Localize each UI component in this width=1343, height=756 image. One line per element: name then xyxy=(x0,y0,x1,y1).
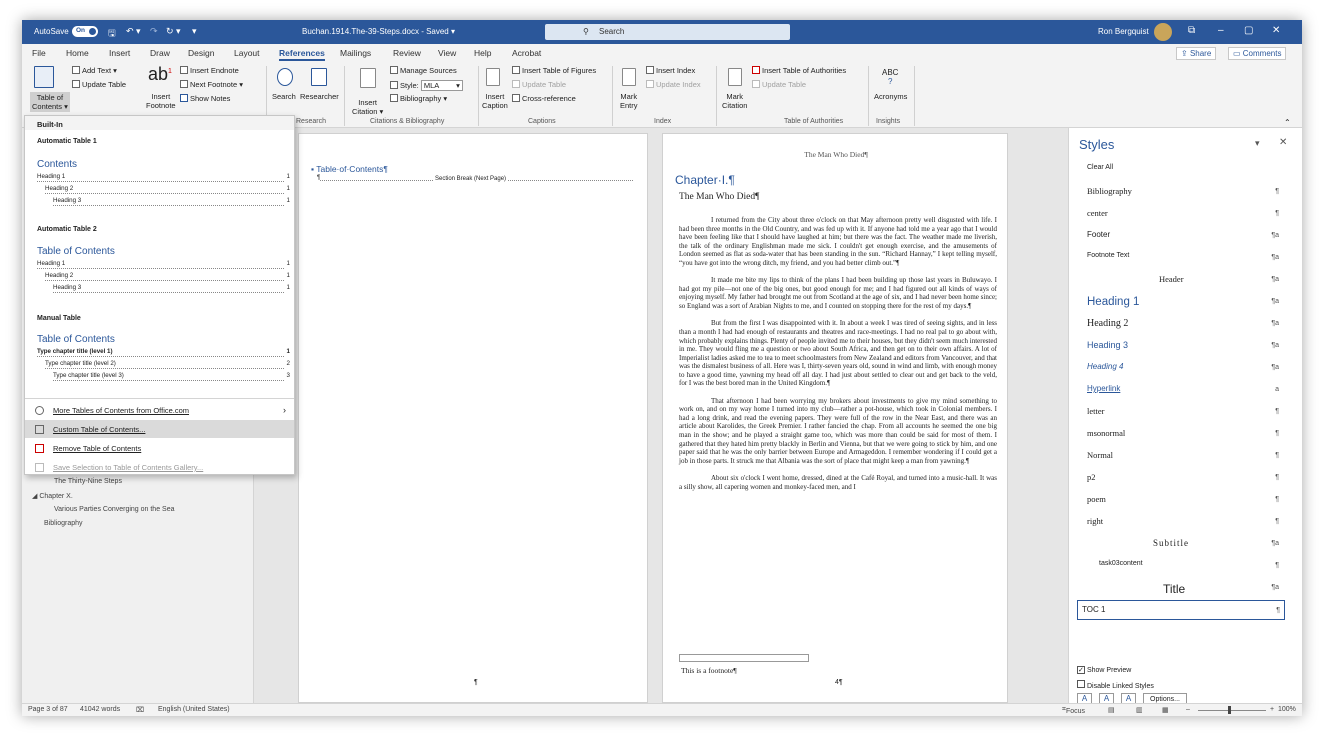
focus-label: Focus xyxy=(1065,708,1086,715)
mark-entry-button[interactable]: Mark Entry xyxy=(620,92,638,110)
tab-insert[interactable]: Insert xyxy=(109,48,131,58)
style-name: Heading 1 xyxy=(1087,296,1140,308)
insert-citation-icon xyxy=(360,68,376,88)
globe-icon xyxy=(35,406,44,415)
remove-toc-item[interactable] xyxy=(25,439,294,457)
style-item[interactable] xyxy=(1077,600,1285,620)
style-item[interactable] xyxy=(1083,204,1283,224)
toc-page-number: 1 xyxy=(286,348,290,355)
tab-acrobat[interactable]: Acrobat xyxy=(512,48,542,58)
researcher-button[interactable]: Researcher xyxy=(300,92,339,101)
toc-preview-title: Table of Contents xyxy=(37,246,115,257)
remove-icon xyxy=(35,444,44,453)
maximize-button[interactable]: ▢ xyxy=(1244,25,1254,36)
style-item[interactable] xyxy=(1083,314,1283,334)
web-layout-icon[interactable]: ▦ xyxy=(1162,707,1169,714)
style-item[interactable] xyxy=(1083,226,1283,246)
toc-line-text: Heading 2 xyxy=(45,272,74,279)
document-canvas[interactable] xyxy=(255,128,1062,703)
style-type-icon: ¶a xyxy=(1271,584,1279,591)
next-footnote-button[interactable] xyxy=(180,80,243,89)
update-figures-table-button[interactable] xyxy=(512,80,566,89)
tab-home[interactable]: Home xyxy=(66,48,89,58)
page-header: The Man Who Died¶ xyxy=(804,150,868,159)
toc-line-text: Heading 1 xyxy=(37,173,66,180)
style-type-icon: ¶ xyxy=(1275,518,1279,525)
style-name: task03content xyxy=(1099,560,1143,567)
endnote-icon xyxy=(180,66,188,74)
avatar[interactable] xyxy=(1154,23,1172,41)
show-preview-label: Show Preview xyxy=(1086,667,1132,674)
update-table-button[interactable] xyxy=(72,80,126,89)
zoom-in-icon[interactable]: + xyxy=(1270,706,1275,713)
divider xyxy=(716,66,717,126)
checkbox-checked-icon: ✓ xyxy=(1078,667,1084,674)
save-icon[interactable]: 🖫 xyxy=(108,28,116,38)
section-break: Section Break (Next Page) xyxy=(435,176,507,182)
toc-line-text: Heading 2 xyxy=(45,185,74,192)
footnote-separator xyxy=(679,654,809,662)
zoom-level[interactable]: 100% xyxy=(1278,706,1296,713)
repeat-icon[interactable]: ↻ ▾ xyxy=(166,26,181,36)
style-item[interactable] xyxy=(1083,468,1283,488)
toc-line xyxy=(37,173,290,182)
more-tocs-label: More Tables of Contents from Office.com xyxy=(53,406,190,415)
options-button[interactable]: Options... xyxy=(1143,693,1187,706)
style-type-icon: ¶a xyxy=(1271,320,1279,327)
paragraph: That afternoon I had been worrying my brokers about investments to give my mind something to work on, and on my way home I turned into my club—rather a pot-house, which took in Colonial members. I had a long drink, and read the evening papers. They were full of the row in the Near East, and there was an article about Karolides, the Greek Premier. I rather fancied the chap. From all accounts he seemed the one big man in the show; and he played a straight game too, which was more than could be said for most of them. I gathered that they hated him pretty blackly in Berlin and Vienna, but that we were going to stick by him, and one paper said that he was the only barrier between Europe and Armageddon. I remember wondering if I could get a job in those parts. It struck me that Albania was the sort of place that might keep a man from yawning.¶ xyxy=(679,396,997,465)
style-type-icon: ¶ xyxy=(1275,562,1279,569)
zoom-slider-thumb[interactable] xyxy=(1228,706,1231,714)
page-left[interactable] xyxy=(298,133,648,703)
styles-list xyxy=(1069,160,1302,644)
nav-item[interactable]: Bibliography xyxy=(44,520,83,527)
bibliography-label: Bibliography ▾ xyxy=(400,94,448,103)
show-preview-checkbox[interactable] xyxy=(1077,666,1131,674)
builtin-header: Built-In xyxy=(37,120,63,129)
style-type-icon: ¶ xyxy=(1275,430,1279,437)
divider xyxy=(914,66,915,126)
group-insights: Insights xyxy=(876,118,901,125)
style-name: letter xyxy=(1087,406,1105,416)
style-item[interactable] xyxy=(1083,358,1283,378)
undo-icon[interactable]: ↶ ▾ xyxy=(126,26,141,36)
abc-label: ABC xyxy=(882,68,899,77)
status-bar xyxy=(22,703,1302,716)
paragraph: About six o'clock I went home, dressed, dined at the Café Royal, and turned into a music-hall. It was a silly show, all capering women and monkey-faced men, and I xyxy=(679,474,997,491)
paragraph: It made me bite my lips to think of the plans I had been building up those last years in Buluwayo. I had got my pile—not one of the big ones, but good enough for me; and I had figured out all kinds of ways of enjoying myself. My father had brought me out from Scotland at the age of six, and I had never been home since; so England was a sort of Arabian Nights to me, and I counted on stopping there for the rest of my days.¶ xyxy=(679,276,997,310)
redo-icon[interactable]: ↷ xyxy=(150,26,158,36)
search-button[interactable]: Search xyxy=(272,92,296,101)
divider xyxy=(478,66,479,126)
save-selection-label: Save Selection to Table of Contents Gallery... xyxy=(53,463,204,472)
page-number: 4¶ xyxy=(835,679,843,686)
style-value: MLA xyxy=(423,81,440,90)
toc-line xyxy=(37,348,290,357)
automatic-table-2-label: Automatic Table 2 xyxy=(37,226,97,233)
share-button[interactable]: ⇪ Share xyxy=(1176,47,1216,60)
insert-caption-icon xyxy=(486,68,500,86)
tab-view[interactable]: View xyxy=(438,48,457,58)
autosave-toggle[interactable]: On xyxy=(72,26,98,37)
nav-item[interactable]: The Thirty-Nine Steps xyxy=(54,478,122,485)
footer-mark: ¶ xyxy=(474,679,478,686)
group-index: Index xyxy=(654,118,672,125)
toc-field[interactable]: ▪ Table·of·Contents¶ xyxy=(311,164,388,174)
insert-endnote-label: Insert Endnote xyxy=(190,66,239,75)
proofing-icon[interactable]: ⌧ xyxy=(136,707,145,714)
toa-icon xyxy=(752,66,760,74)
style-name: poem xyxy=(1087,494,1106,504)
collapse-ribbon-icon[interactable]: ⌃ xyxy=(1284,118,1291,127)
style-type-icon: ¶ xyxy=(1275,210,1279,217)
manage-sources-label: Manage Sources xyxy=(400,66,457,75)
style-name: Bibliography xyxy=(1087,186,1132,196)
update-index-icon xyxy=(646,80,654,88)
toc-line xyxy=(53,284,290,293)
styles-title: Styles xyxy=(1079,137,1115,152)
search-placeholder: Search xyxy=(599,27,625,36)
share-label: Share xyxy=(1189,49,1212,58)
insert-endnote-button[interactable] xyxy=(180,66,239,75)
styles-pane xyxy=(1068,128,1302,703)
insert-index-icon xyxy=(646,66,654,74)
word-window xyxy=(22,20,1302,716)
style-name: msonormal xyxy=(1087,428,1126,438)
search-box[interactable] xyxy=(545,24,790,40)
next-footnote-label: Next Footnote ▾ xyxy=(190,80,243,89)
style-label: Style: xyxy=(400,81,419,90)
style-type-icon: ¶a xyxy=(1271,232,1279,239)
style-name: Hyperlink xyxy=(1087,384,1121,393)
nav-item[interactable] xyxy=(32,492,73,500)
language[interactable]: English (United States) xyxy=(158,706,230,713)
insert-table-of-figures-button[interactable] xyxy=(512,66,596,75)
search-ribbon-icon xyxy=(277,68,293,86)
cross-reference-icon xyxy=(512,94,520,102)
manage-sources-button[interactable] xyxy=(390,66,457,75)
comments-label: Comments xyxy=(1242,49,1282,58)
tab-review[interactable]: Review xyxy=(393,48,421,58)
style-icon xyxy=(390,81,398,89)
style-type-icon: ¶ xyxy=(1275,496,1279,503)
manual-table[interactable] xyxy=(25,331,294,391)
mark-citation-button[interactable]: Mark Citation xyxy=(722,92,748,110)
style-selector[interactable] xyxy=(390,80,463,91)
focus-button[interactable]: ⌗ Focus xyxy=(1062,706,1086,715)
update-toa-icon xyxy=(752,80,760,88)
customize-qat-icon[interactable]: ▾ xyxy=(192,26,197,36)
toc-line-text: Heading 1 xyxy=(37,260,66,267)
tab-layout[interactable]: Layout xyxy=(234,48,260,58)
print-layout-icon[interactable]: ▥ xyxy=(1136,707,1143,714)
word-count[interactable]: 41042 words xyxy=(80,706,121,713)
insert-toa-label: Insert Table of Authorities xyxy=(762,66,847,75)
bibliography-icon xyxy=(390,94,398,102)
manage-styles-icon[interactable]: A xyxy=(1121,693,1136,706)
style-name: center xyxy=(1087,208,1108,218)
style-name: p2 xyxy=(1087,472,1096,482)
add-text-icon xyxy=(72,66,80,74)
insert-caption-button[interactable]: Insert Caption xyxy=(482,92,508,110)
style-item[interactable] xyxy=(1083,534,1283,554)
group-authorities: Table of Authorities xyxy=(784,118,844,125)
mark-citation-icon xyxy=(728,68,742,86)
divider xyxy=(344,66,345,126)
divider xyxy=(868,66,869,126)
style-type-icon: ¶ xyxy=(1276,607,1280,614)
tab-help[interactable]: Help xyxy=(474,48,492,58)
body-text xyxy=(679,216,997,495)
style-item[interactable] xyxy=(1083,490,1283,510)
style-item[interactable] xyxy=(1083,402,1283,422)
update-toa-button[interactable] xyxy=(752,80,806,89)
custom-toc-item[interactable] xyxy=(25,420,294,438)
paragraph: I returned from the City about three o'clock on that May afternoon pretty well disgusted with life. I had been three months in the Old Country, and was fed up with it. If anyone had told me a year ago that I would have been feeling like that I should have laughed at him; but there was the fact. The weather made me liverish, the talk of the ordinary Englishman made me sick. I couldn't get enough exercise, and the amusements of London seemed as flat as soda-water that has been standing in the sun. “Richard Hannay,” I kept telling myself, “you have got into the wrong ditch, my friend, and you had better climb out.”¶ xyxy=(679,216,997,267)
divider xyxy=(612,66,613,126)
ribbon-tabs xyxy=(22,44,1302,62)
style-type-icon: ¶a xyxy=(1271,254,1279,261)
toc-preview-title: Table of Contents xyxy=(37,334,115,345)
toc-page-number: 1 xyxy=(286,173,290,180)
style-type-icon: a xyxy=(1275,386,1279,393)
toc-line-text: Heading 3 xyxy=(53,284,82,291)
style-type-icon: ¶ xyxy=(1275,188,1279,195)
tab-mailings[interactable]: Mailings xyxy=(340,48,372,58)
zoom-slider[interactable] xyxy=(1198,710,1266,711)
style-item[interactable] xyxy=(1083,556,1283,576)
style-type-icon: ¶a xyxy=(1271,298,1279,305)
toc-page-number: 3 xyxy=(286,372,290,379)
pilcrow: ¶ xyxy=(317,175,321,181)
style-item[interactable] xyxy=(1083,160,1283,176)
update-figures-label: Update Table xyxy=(522,80,567,89)
remove-toc-label: Remove Table of Contents xyxy=(53,444,142,453)
group-research: Research xyxy=(296,118,326,125)
update-toa-label: Update Table xyxy=(762,80,807,89)
nav-item[interactable]: Various Parties Converging on the Sea xyxy=(54,506,175,513)
acronyms-button[interactable]: Acronyms xyxy=(874,92,908,101)
style-item[interactable] xyxy=(1083,248,1283,268)
style-name: Heading 4 xyxy=(1087,362,1124,371)
style-item[interactable] xyxy=(1083,578,1283,598)
search-icon: ⚲ xyxy=(583,27,589,36)
style-name: Heading 3 xyxy=(1087,340,1129,350)
tab-design[interactable]: Design xyxy=(188,48,215,58)
style-item[interactable] xyxy=(1083,512,1283,532)
style-type-icon: ¶a xyxy=(1271,540,1279,547)
ribbon-display-icon[interactable]: ⧉ xyxy=(1188,25,1196,36)
update-index-button[interactable] xyxy=(646,80,701,89)
show-notes-icon xyxy=(180,94,188,102)
checkbox-empty-icon xyxy=(1077,680,1085,688)
style-item[interactable] xyxy=(1083,270,1283,290)
toc-page-number: 2 xyxy=(286,360,290,367)
insert-index-label: Insert Index xyxy=(656,66,696,75)
tab-references[interactable]: References xyxy=(279,48,325,61)
toc-page-number: 1 xyxy=(286,197,290,204)
style-item[interactable] xyxy=(1083,292,1283,312)
insert-citation-button[interactable]: Insert Citation ▾ xyxy=(352,98,384,116)
toc-line xyxy=(45,272,290,281)
custom-toc-label: Custom Table of Contents... xyxy=(53,425,146,434)
update-index-label: Update Index xyxy=(656,80,701,89)
toc-page-number: 1 xyxy=(286,185,290,192)
toc-page-number: 1 xyxy=(286,284,290,291)
tab-file[interactable]: File xyxy=(32,48,46,58)
toc-line xyxy=(53,372,290,381)
toc-line xyxy=(45,360,290,369)
minimize-button[interactable]: – xyxy=(1218,25,1224,36)
style-name: Header xyxy=(1159,274,1184,284)
paragraph: But from the first I was disappointed with it. In about a week I was tired of seeing sights, and in less than a month I had had enough of restaurants and theatres and race-meetings. I had no real pal to go about with, which probably explains things. Plenty of people invited me to their houses, but they didn't seem much interested in me. They would fling me a question or two about South Africa, and then get on to their own affairs. A lot of Imperialist ladies asked me to tea to meet schoolmasters from New Zealand and editors from Vancouver, and that was the dismalest business of all. Here was I, thirty-seven years old, sound in wind and limb, with enough money to have a good time, yawning my head off all day. I had just about settled to clear out and get back to the veld, for I was the best bored man in the United Kingdom.¶ xyxy=(679,319,997,388)
new-style-icon[interactable]: A xyxy=(1077,693,1092,706)
manage-sources-icon xyxy=(390,66,398,74)
style-type-icon: ¶ xyxy=(1275,452,1279,459)
toc-preview-title: Contents xyxy=(37,159,78,170)
question-icon: ? xyxy=(888,77,893,86)
style-name: Normal xyxy=(1087,450,1113,460)
style-inspector-icon[interactable]: A xyxy=(1099,693,1114,706)
menu-divider xyxy=(25,398,294,399)
collapse-icon[interactable]: ◢ xyxy=(32,493,40,500)
style-type-icon: ¶ xyxy=(1275,474,1279,481)
style-name: right xyxy=(1087,516,1104,526)
style-name: Footer xyxy=(1087,230,1111,239)
document-title[interactable]: Buchan.1914.The-39-Steps.docx - Saved ▾ xyxy=(302,27,455,36)
next-footnote-icon xyxy=(180,80,188,88)
insert-footnote-button[interactable]: Insert Footnote xyxy=(146,92,176,110)
chapter-heading: Chapter·I.¶ xyxy=(675,173,735,187)
style-item[interactable] xyxy=(1083,336,1283,356)
style-name: Clear All xyxy=(1087,164,1114,171)
insert-toa-button[interactable] xyxy=(752,66,846,75)
close-pane-icon[interactable]: ✕ xyxy=(1279,137,1288,148)
toc-icon xyxy=(34,66,54,88)
group-captions: Captions xyxy=(528,118,556,125)
nav-item-label: Chapter X. xyxy=(39,493,73,500)
table-of-figures-icon xyxy=(512,66,520,74)
style-type-icon: ¶a xyxy=(1271,276,1279,283)
style-name: Subtitle xyxy=(1153,538,1190,548)
toc-line xyxy=(53,197,290,206)
bibliography-button[interactable] xyxy=(390,94,447,103)
menu-section-header xyxy=(25,116,294,130)
chevron-right-icon: › xyxy=(283,405,286,415)
toc-line xyxy=(37,260,290,269)
comments-button[interactable]: ▭ Comments xyxy=(1228,47,1286,60)
automatic-table-2[interactable] xyxy=(25,243,294,303)
update-table-icon xyxy=(72,80,80,88)
style-dropdown[interactable] xyxy=(421,80,463,91)
toc-line-text: Type chapter title (level 2) xyxy=(45,360,116,367)
chevron-down-icon: ▾ xyxy=(456,81,460,90)
close-button[interactable]: ✕ xyxy=(1272,25,1281,36)
automatic-table-1-label: Automatic Table 1 xyxy=(37,138,97,145)
more-tocs-item[interactable] xyxy=(25,401,294,419)
insert-index-button[interactable] xyxy=(646,66,695,75)
style-item[interactable] xyxy=(1083,446,1283,466)
pane-options-icon[interactable]: ▾ xyxy=(1255,138,1260,148)
read-mode-icon[interactable]: ▤ xyxy=(1108,707,1115,714)
document-icon xyxy=(35,425,44,434)
toc-line-text: Type chapter title (level 1) xyxy=(37,348,113,355)
style-item[interactable] xyxy=(1083,182,1283,202)
cross-reference-button[interactable] xyxy=(512,94,576,103)
style-name: Title xyxy=(1163,582,1186,596)
style-type-icon: ¶ xyxy=(1275,408,1279,415)
mark-entry-icon xyxy=(622,68,636,86)
show-notes-label: Show Notes xyxy=(190,94,231,103)
style-name: Heading 2 xyxy=(1087,318,1129,329)
tab-draw[interactable]: Draw xyxy=(150,48,170,58)
disable-linked-label: Disable Linked Styles xyxy=(1086,683,1154,690)
insert-table-of-figures-label: Insert Table of Figures xyxy=(522,66,597,75)
chapter-subtitle-text: The Man Who Died xyxy=(679,192,756,202)
title-bar xyxy=(22,20,1302,44)
style-type-icon: ¶a xyxy=(1271,342,1279,349)
toc-line-text: Heading 3 xyxy=(53,197,82,204)
update-figures-icon xyxy=(512,80,520,88)
style-name: TOC 1 xyxy=(1082,605,1106,614)
manual-table-label: Manual Table xyxy=(37,315,81,322)
style-item[interactable] xyxy=(1083,380,1283,400)
disable-linked-checkbox[interactable] xyxy=(1077,680,1154,690)
page-count[interactable]: Page 3 of 87 xyxy=(28,706,68,713)
save-selection-item[interactable] xyxy=(25,458,294,476)
toc-dropdown-menu xyxy=(24,115,295,475)
show-notes-button[interactable] xyxy=(180,94,230,103)
autosave-label: AutoSave xyxy=(34,27,69,36)
footnote-text: This is a footnote¶ xyxy=(681,666,737,675)
acronyms-icon xyxy=(882,68,898,86)
cross-reference-label: Cross-reference xyxy=(522,94,576,103)
toc-line-text: Type chapter title (level 3) xyxy=(53,372,124,379)
style-item[interactable] xyxy=(1083,424,1283,444)
toc-line xyxy=(45,185,290,194)
table-of-contents-button[interactable]: Table of Contents ▾ xyxy=(32,93,68,111)
gallery-icon xyxy=(35,463,44,472)
style-type-icon: ¶a xyxy=(1271,364,1279,371)
update-table-label: Update Table xyxy=(82,80,127,89)
researcher-icon xyxy=(311,68,327,86)
toc-field-label: Table·of·Contents¶ xyxy=(316,164,388,174)
toc-page-number: 1 xyxy=(286,272,290,279)
toc-page-number: 1 xyxy=(286,260,290,267)
automatic-table-1[interactable] xyxy=(25,156,294,216)
zoom-out-icon[interactable]: – xyxy=(1186,706,1190,713)
add-text-label: Add Text ▾ xyxy=(82,66,117,75)
style-name: Footnote Text xyxy=(1087,252,1130,259)
footnote-icon: $ab^1$ xyxy=(148,64,172,84)
page-right[interactable] xyxy=(662,133,1008,703)
group-citations: Citations & Bibliography xyxy=(370,118,445,125)
chapter-subtitle: The Man Who Died¶ xyxy=(679,192,760,202)
add-text-button[interactable] xyxy=(72,66,117,75)
user-name[interactable]: Ron Bergquist xyxy=(1098,27,1149,36)
